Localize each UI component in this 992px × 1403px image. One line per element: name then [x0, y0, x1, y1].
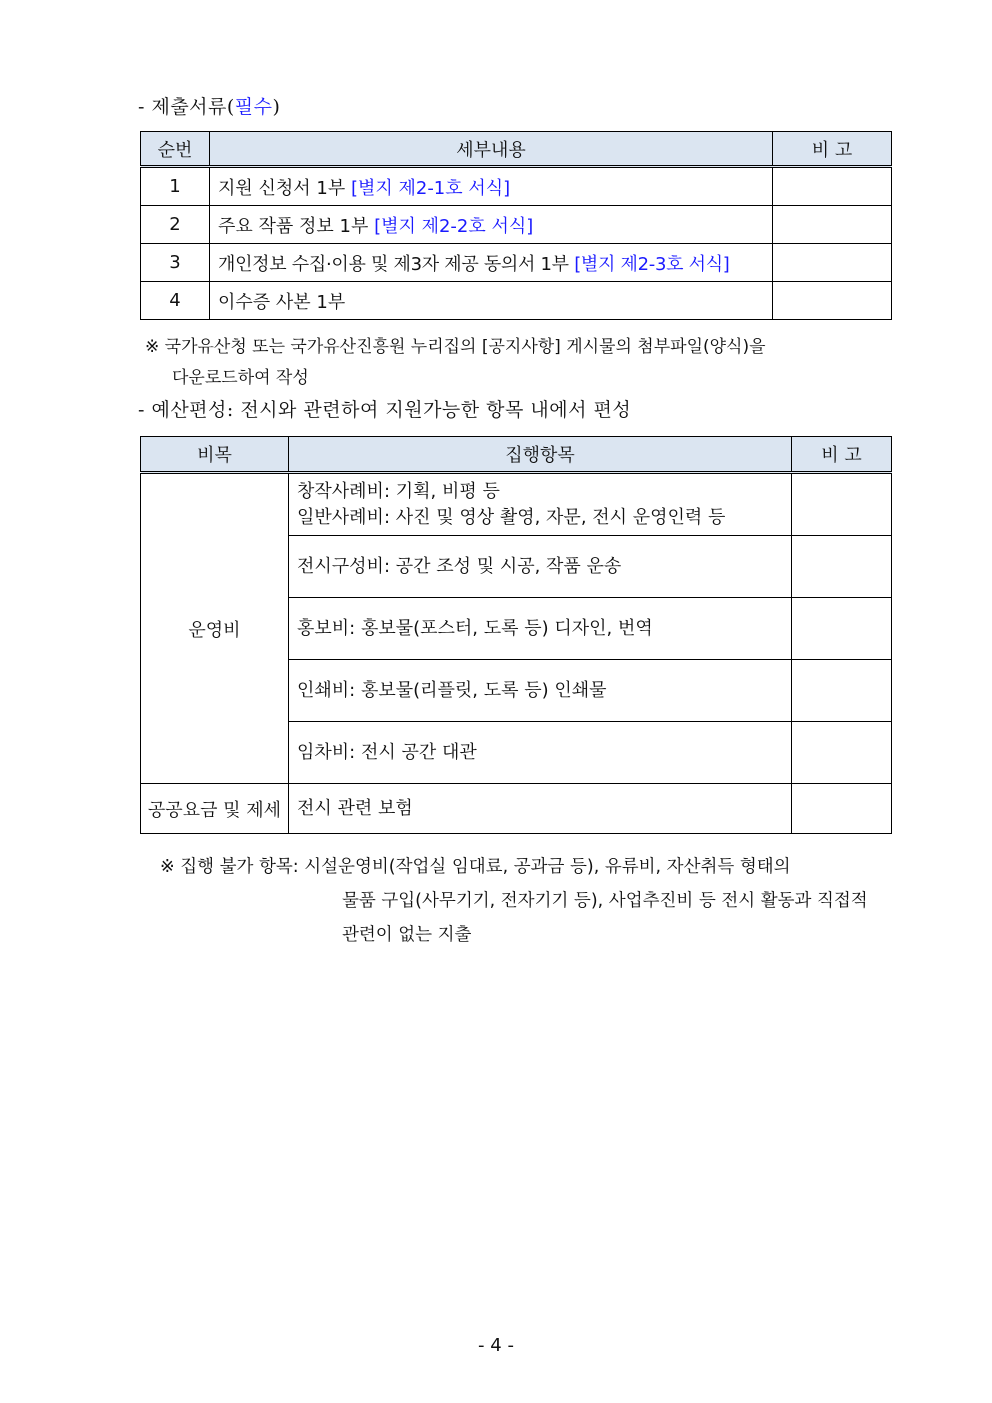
table-row	[141, 206, 892, 244]
category-operating: 운영비	[141, 473, 289, 784]
budget-item: 전시 관련 보험	[289, 784, 792, 834]
row-details: 지원 신청서 1부 [별지 제2-1호 서식]	[210, 167, 773, 206]
documents-table	[140, 131, 892, 320]
note-line: 관련이 없는 지출	[342, 925, 472, 945]
col-header-details: 세부내용	[210, 132, 773, 167]
col-header-category: 비목	[141, 437, 289, 473]
table-row	[141, 473, 892, 536]
table-header-row	[141, 132, 892, 167]
ineligible-items-note	[160, 850, 895, 952]
budget-item	[289, 473, 792, 536]
note-line: ※ 국가유산청 또는 국가유산진흥원 누리집의 [공지사항] 게시물의 첨부파일(양식)을	[145, 337, 766, 357]
note-line: 물품 구입(사무기기, 전자기기 등), 사업추진비 등 전시 활동과 직접적	[342, 891, 868, 911]
row-remarks	[773, 167, 892, 206]
note-line: ※ 집행 불가 항목: 시설운영비(작업실 임대료, 공과금 등), 유류비, 자산취득 형태의	[160, 857, 791, 877]
col-header-no: 순번	[141, 132, 210, 167]
budget-item: 인쇄비: 홍보물(리플릿, 도록 등) 인쇄물	[289, 660, 792, 722]
note-line: 다운로드하여 작성	[172, 368, 309, 388]
col-header-items: 집행항목	[289, 437, 792, 473]
row-details: 개인정보 수집·이용 및 제3자 제공 동의서 1부 [별지 제2-3호 서식]	[210, 244, 773, 282]
col-header-remarks: 비 고	[773, 132, 892, 167]
section-heading-budget: - 예산편성: 전시와 관련하여 지원가능한 항목 내에서 편성	[138, 399, 632, 421]
page-number: - 4 -	[478, 1335, 514, 1356]
row-remarks	[792, 784, 892, 834]
budget-item: 홍보비: 홍보물(포스터, 도록 등) 디자인, 번역	[289, 598, 792, 660]
budget-table	[140, 436, 892, 834]
table-row	[141, 784, 892, 834]
table-row	[141, 282, 892, 320]
download-note	[145, 332, 766, 394]
budget-item: 전시구성비: 공간 조성 및 시공, 작품 운송	[289, 536, 792, 598]
col-header-remarks: 비 고	[792, 437, 892, 473]
section-heading-documents: - 제출서류(필수)	[138, 96, 281, 118]
row-remarks	[792, 536, 892, 598]
budget-item: 임차비: 전시 공간 대관	[289, 722, 792, 784]
row-number: 1	[141, 167, 210, 206]
row-remarks	[792, 473, 892, 536]
row-remarks	[773, 244, 892, 282]
row-details: 이수증 사본 1부	[210, 282, 773, 320]
row-remarks	[792, 660, 892, 722]
table-row	[141, 244, 892, 282]
row-number: 2	[141, 206, 210, 244]
item-line: 창작사례비: 기획, 비평 등	[297, 480, 500, 502]
row-details: 주요 작품 정보 1부 [별지 제2-2호 서식]	[210, 206, 773, 244]
item-line: 일반사례비: 사진 및 영상 촬영, 자문, 전시 운영인력 등	[297, 506, 726, 528]
table-header-row	[141, 437, 892, 473]
row-remarks	[773, 206, 892, 244]
category-utilities-taxes: 공공요금 및 제세	[141, 784, 289, 834]
row-remarks	[773, 282, 892, 320]
row-remarks	[792, 722, 892, 784]
row-number: 3	[141, 244, 210, 282]
row-remarks	[792, 598, 892, 660]
row-number: 4	[141, 282, 210, 320]
table-row	[141, 167, 892, 206]
